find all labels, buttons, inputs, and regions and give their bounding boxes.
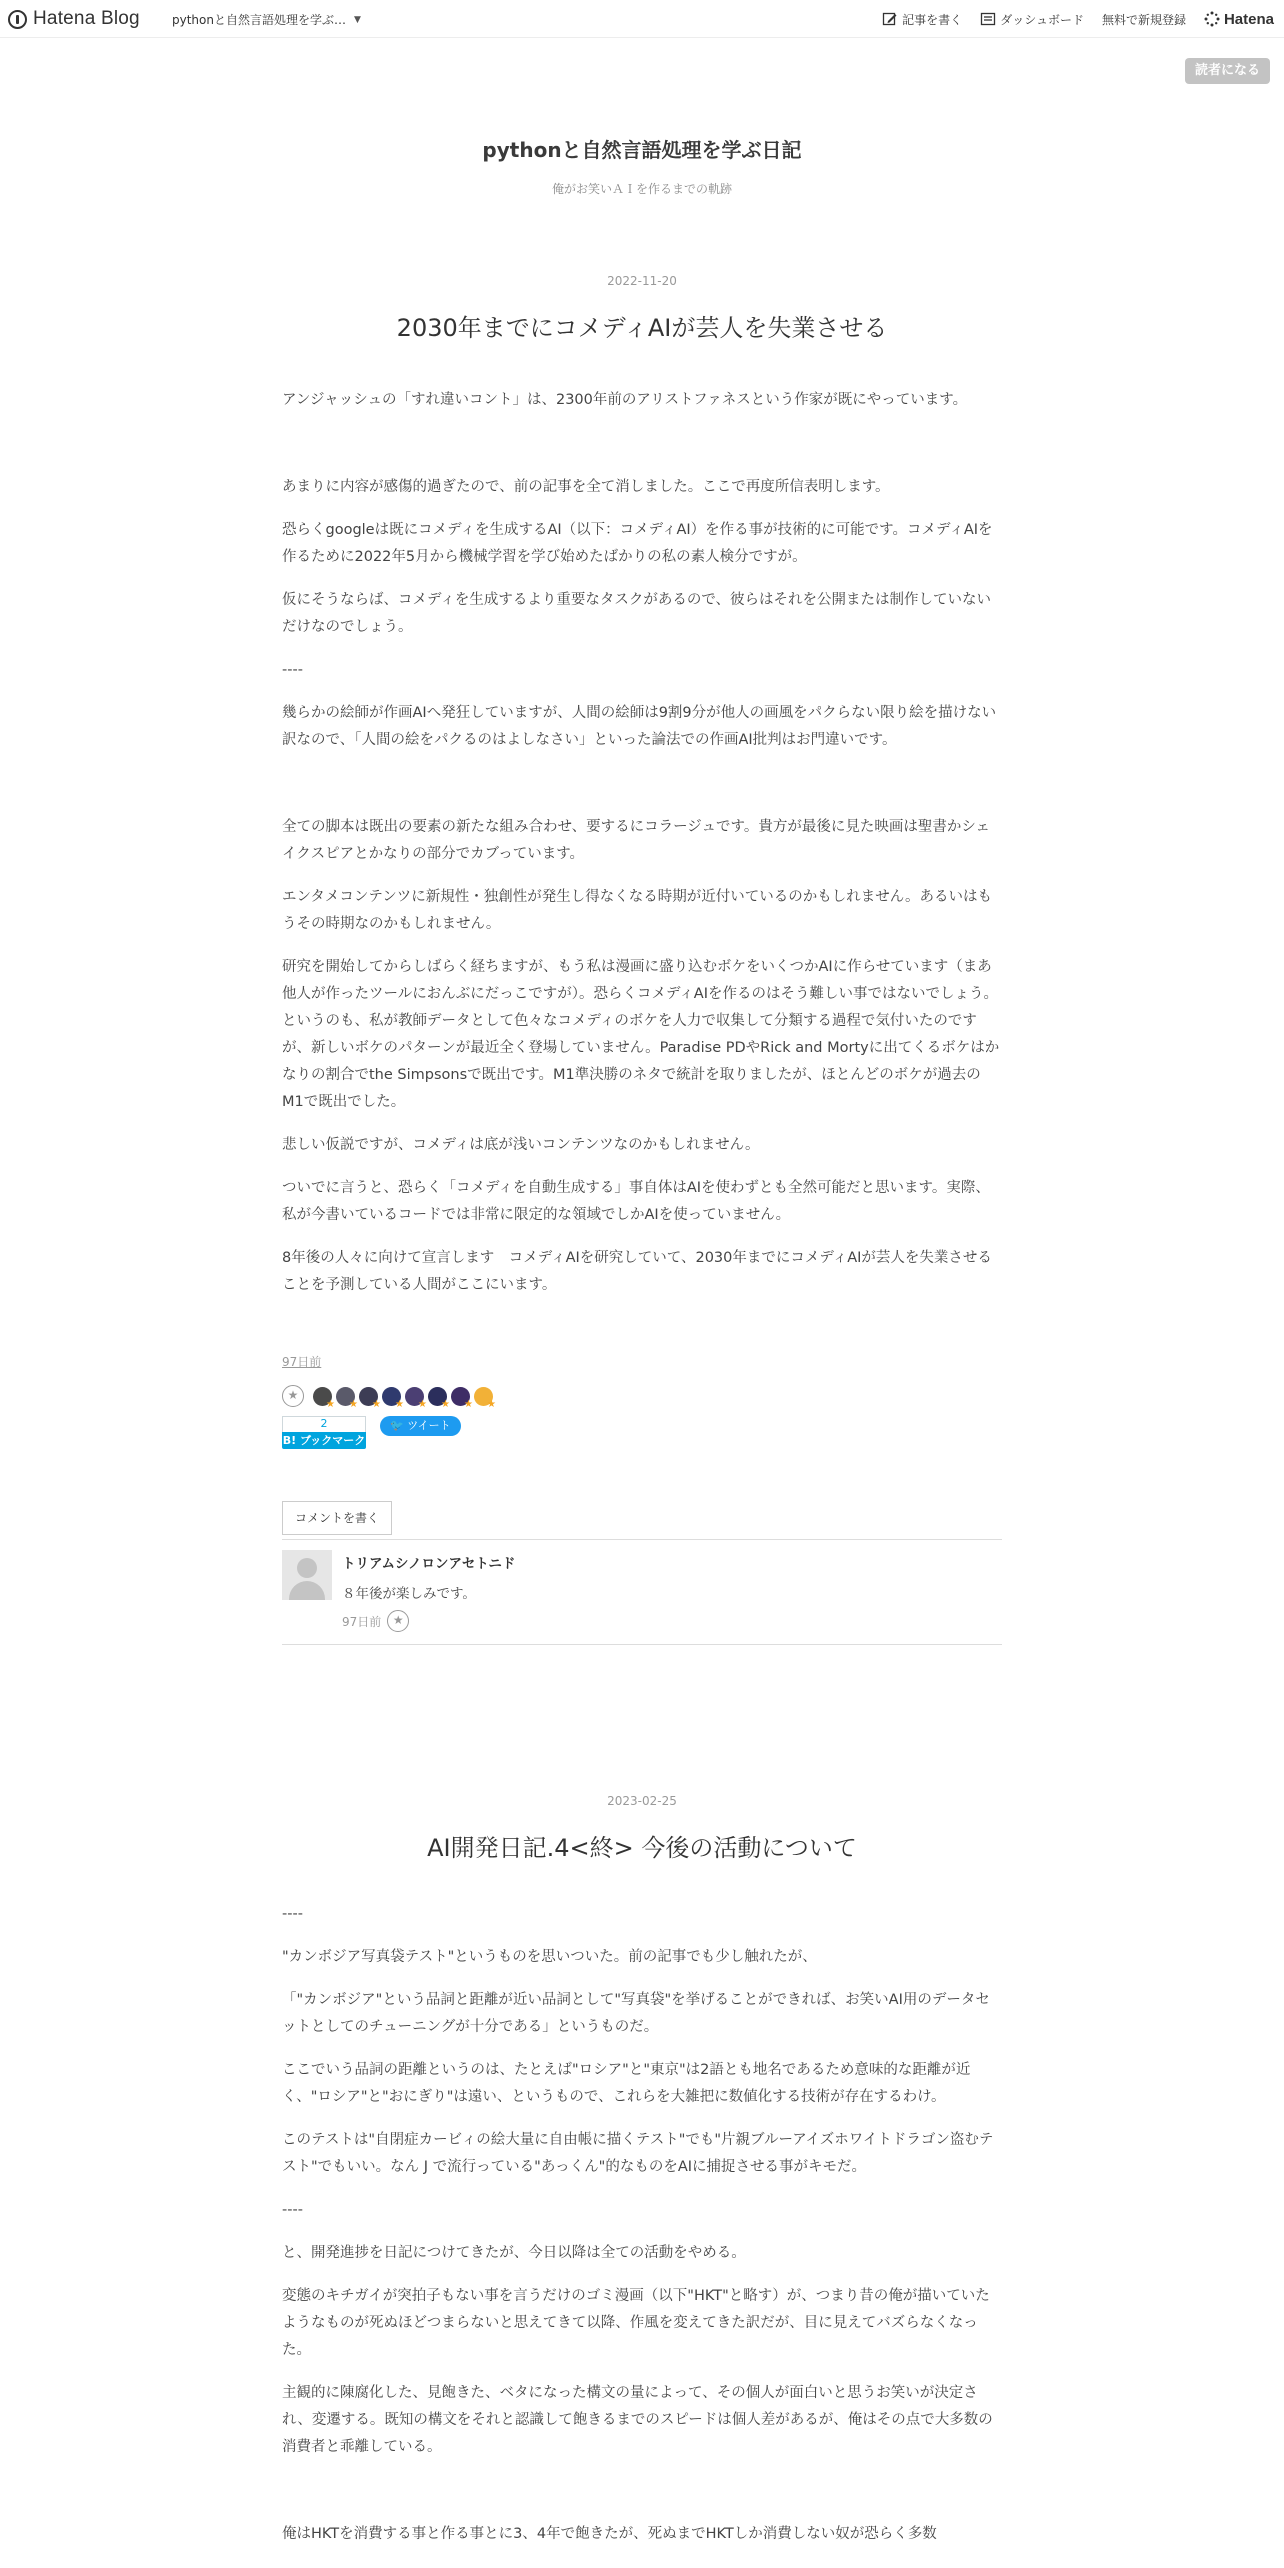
hatena-label: Hatena bbox=[1223, 10, 1274, 28]
hatena-bookmark-button[interactable] bbox=[282, 1416, 366, 1449]
entry-date[interactable]: 2022-11-20 bbox=[607, 274, 677, 288]
comment-body bbox=[342, 1550, 1002, 1632]
paragraph: ここでいう品詞の距離というのは、たとえば"ロシア"と"東京"は2語とも地名であるため意味的な距離が近く、"ロシア"と"おにぎり"は遠い、というもので、これらを大雑把に数値化する技術が存在するわけ。 bbox=[282, 2062, 971, 2105]
paragraph: ---- bbox=[282, 2202, 303, 2218]
blank-line bbox=[282, 2477, 1002, 2521]
entry-date[interactable]: 2023-02-25 bbox=[607, 1794, 677, 1808]
comment-item bbox=[282, 1539, 1002, 1645]
blank-line bbox=[282, 770, 1002, 814]
star-user-icon[interactable] bbox=[382, 1387, 401, 1406]
add-star-icon[interactable]: ★ bbox=[282, 1385, 304, 1407]
paragraph: ついでに言うと、恐らく「コメディを自動生成する」事自体はAIを使わずとも全然可能だと思います。実際、私が今書いているコードでは非常に限定的な領域でしかAIを使っていません。 bbox=[282, 1180, 990, 1223]
blog-description: 俺がお笑いＡＩを作るまでの軌跡 bbox=[551, 182, 732, 196]
dashboard-link[interactable] bbox=[980, 11, 1084, 28]
paragraph: ---- bbox=[282, 1906, 303, 1922]
commenter-avatar[interactable] bbox=[282, 1550, 332, 1600]
caret-down-icon: ▼ bbox=[353, 14, 361, 25]
entry-title[interactable]: AI開発日記.4<終> 今後の活動について bbox=[427, 1834, 857, 1862]
star-user-icon[interactable] bbox=[474, 1387, 493, 1406]
write-entry-link[interactable] bbox=[882, 11, 962, 28]
blank-line bbox=[282, 430, 1002, 474]
dashboard-label: ダッシュボード bbox=[1000, 12, 1084, 27]
paragraph: 「"カンボジア"という品詞と距離が近い品詞として"写真袋"を挙げることができれば、お笑いAI用のデータセットとしてのチューニングが十分である」というものだ。 bbox=[282, 1992, 990, 2035]
add-star-icon[interactable]: ★ bbox=[387, 1610, 409, 1632]
star-container bbox=[282, 1384, 1002, 1408]
tweet-button[interactable] bbox=[380, 1416, 461, 1436]
hatena-blog-logo-icon bbox=[8, 10, 27, 29]
star-user-icon[interactable] bbox=[313, 1387, 332, 1406]
comment-meta bbox=[342, 1610, 1002, 1632]
paragraph: "カンボジア写真袋テスト"というものを思いついた。前の記事でも少し触れたが、 bbox=[282, 1949, 817, 1965]
paragraph: 仮にそうならば、コメディを生成するより重要なタスクがあるので、彼らはそれを公開または制作していないだけなのでしょう。 bbox=[282, 592, 992, 635]
global-header bbox=[0, 0, 1284, 38]
twitter-bird-icon: 🐦 bbox=[390, 1419, 404, 1432]
write-entry-label: 記事を書く bbox=[902, 12, 963, 27]
hatena-sparkle-icon bbox=[1204, 11, 1220, 27]
tweet-label: ツイート bbox=[407, 1419, 451, 1432]
entry-footer bbox=[282, 1351, 1002, 1645]
global-header-menu bbox=[882, 8, 1274, 30]
bookmark-label: B! ブックマーク bbox=[282, 1434, 366, 1447]
article-entry bbox=[282, 1794, 1002, 2564]
entry-time-link[interactable]: 97日前 bbox=[282, 1355, 322, 1369]
commenter-name[interactable]: トリアムシノロンアセトニド bbox=[342, 1556, 516, 1572]
logo-text: Hatena Blog bbox=[33, 8, 140, 29]
hatena-blog-logo[interactable] bbox=[8, 6, 140, 32]
share-buttons bbox=[282, 1416, 1002, 1449]
paragraph: 研究を開始してからしばらく経ちますが、もう私は漫画に盛り込むボケをいくつかAIに作らせています（まあ他人が作ったツールにおんぶにだっこですが）。恐らくコメディAIを作るのはそう難しい事ではないでしょう。というのも、私が教師データとして色々なコメディのボケを人力で収集して分類する過程で気付いたのですが、新しいボケのパターンが最近全く登場していません。Paradise PDやRick and Mortyに出てくるボケはかなりの割合でthe Simpsonsで既出です。M1準決勝のネタで統計を取りましたが、ほとんどのボケが過去のM1で既出でした。 bbox=[282, 959, 1000, 1110]
paragraph: と、開発進捗を日記につけてきたが、今日以降は全ての活動をやめる。 bbox=[282, 2245, 746, 2261]
star-user-icon[interactable] bbox=[336, 1387, 355, 1406]
paragraph: 幾らかの絵師が作画AIへ発狂していますが、人間の絵師は9割9分が他人の画風をパクらない限り絵を描けない訳なので、「人間の絵をパクるのはよしなさい」といった論法での作画AI批判はお門違いです。 bbox=[282, 705, 997, 748]
subscribe-button[interactable]: 読者になる bbox=[1185, 58, 1270, 84]
blog-switcher[interactable] bbox=[172, 11, 361, 28]
entry-content bbox=[282, 1901, 1002, 2548]
pencil-edit-icon bbox=[882, 11, 898, 27]
comment-time[interactable]: 97日前 bbox=[342, 1614, 382, 1629]
paragraph: あまりに内容が感傷的過ぎたので、前の記事を全て消しました。ここで再度所信表明します。 bbox=[282, 479, 890, 495]
paragraph: アンジャッシュの「すれ違いコント」は、2300年前のアリストファネスという作家が既にやっています。 bbox=[282, 392, 968, 408]
paragraph: エンタメコンテンツに新規性・独創性が発生し得なくなる時期が近付いているのかもしれません。あるいはもうその時期なのかもしれません。 bbox=[282, 889, 993, 932]
paragraph: 悲しい仮説ですが、コメディは底が浅いコンテンツなのかもしれません。 bbox=[282, 1137, 760, 1153]
blog-title[interactable]: pythonと自然言語処理を学ぶ日記 bbox=[482, 138, 802, 162]
star-user-icon[interactable] bbox=[451, 1387, 470, 1406]
signup-link[interactable] bbox=[1102, 11, 1186, 28]
bookmark-count[interactable]: 2 bbox=[282, 1416, 366, 1432]
paragraph: 全ての脚本は既出の要素の新たな組み合わせ、要するにコラージュです。貴方が最後に見た映画は聖書かシェイクスピアとかなりの部分でカブっています。 bbox=[282, 819, 991, 862]
signup-label: 無料で新規登録 bbox=[1101, 12, 1186, 27]
entry-content bbox=[282, 387, 1002, 1299]
paragraph: このテストは"自閉症カービィの絵大量に自由帳に描くテスト"でも"片親ブルーアイズホワイトドラゴン盗むテスト"でもいい。なん J で流行っている"あっくん"的なものをAIに捕捉させる事がキモだ。 bbox=[282, 2132, 994, 2175]
article-entry bbox=[282, 274, 1002, 1645]
hatena-menu[interactable] bbox=[1204, 11, 1274, 28]
star-user-icon[interactable] bbox=[428, 1387, 447, 1406]
paragraph: 8年後の人々に向けて宣言します コメディAIを研究していて、2030年までにコメディAIが芸人を失業させることを予測している人間がここにいます。 bbox=[282, 1250, 992, 1293]
entry-title[interactable]: 2030年までにコメディAIが芸人を失業させる bbox=[396, 314, 888, 342]
paragraph: 俺はHKTを消費する事と作る事とに3、4年で飽きたが、死ぬまでHKTしか消費しない奴が恐らく多数 bbox=[282, 2526, 937, 2542]
paragraph: 恐らくgoogleは既にコメディを生成するAI（以下：コメディAI）を作る事が技術的に可能です。コメディAIを作るために2022年5月から機械学習を学び始めたばかりの私の素人検分ですが。 bbox=[282, 522, 993, 565]
blog-switcher-label: pythonと自然言語処理を学ぶ… bbox=[172, 13, 346, 27]
dashboard-icon bbox=[980, 11, 996, 27]
star-user-icon[interactable] bbox=[359, 1387, 378, 1406]
star-user-icon[interactable] bbox=[405, 1387, 424, 1406]
write-comment-button[interactable]: コメントを書く bbox=[282, 1501, 392, 1535]
paragraph: 主観的に陳腐化した、見飽きた、ベタになった構文の量によって、その個人が面白いと思うお笑いが決定され、変遷する。既知の構文をそれと認識して飽きるまでのスピードは個人差があるが、俺はその点で大多数の消費者と乖離している。 bbox=[282, 2385, 993, 2455]
paragraph: ---- bbox=[282, 662, 303, 678]
comment-text: ８年後が楽しみです。 bbox=[342, 1586, 476, 1602]
paragraph: 変態のキチガイが突拍子もない事を言うだけのゴミ漫画（以下"HKT"と略す）が、つまり昔の俺が描いていたようなものが死ぬほどつまらないと思えてきて以降、作風を変えてきた訳だが、目に見えてバズらなくなった。 bbox=[282, 2288, 990, 2358]
star-users bbox=[313, 1387, 493, 1406]
